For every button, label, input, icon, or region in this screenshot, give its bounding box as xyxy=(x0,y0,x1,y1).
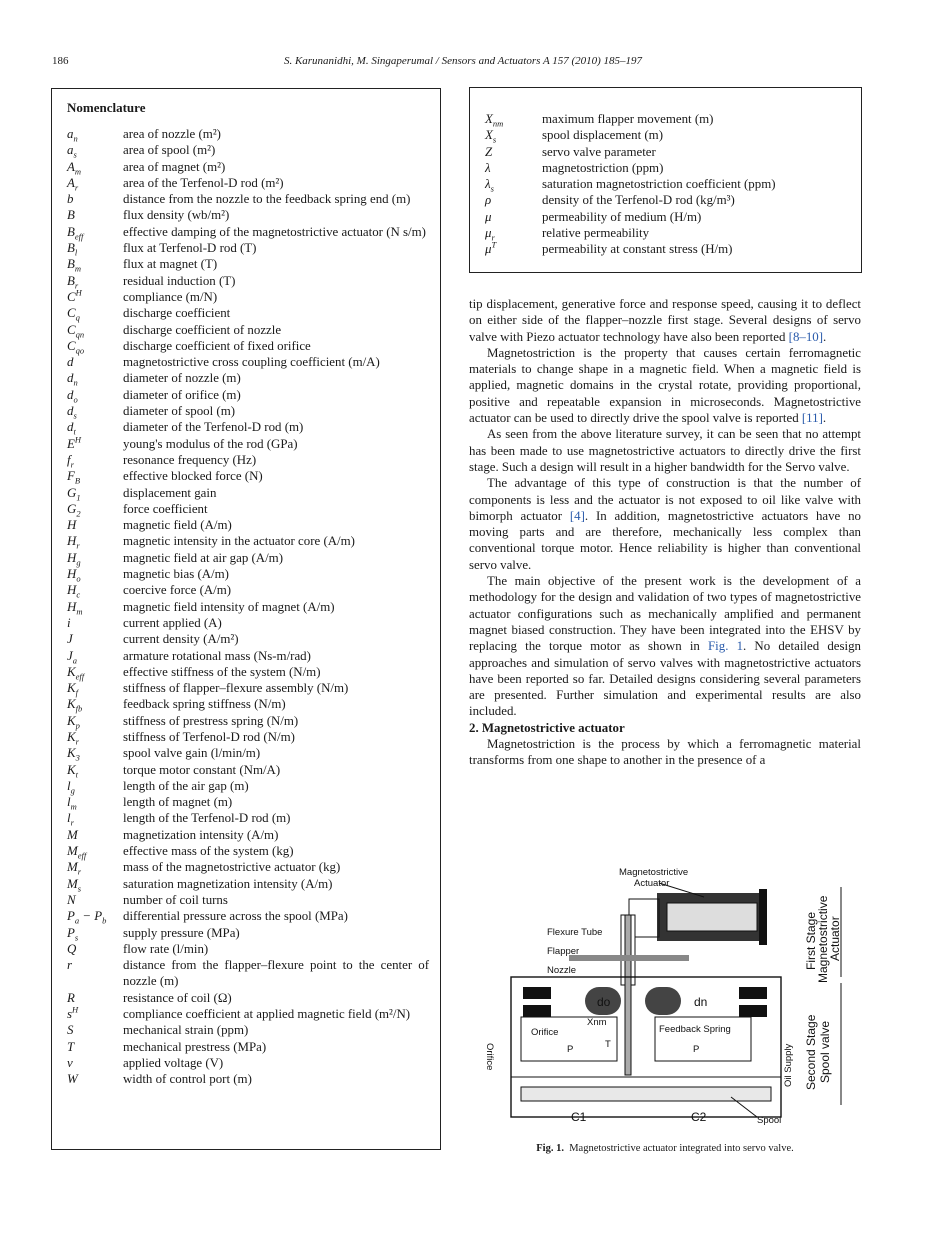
nomenclature-entry xyxy=(67,191,429,207)
nomenclature-symbol: λ xyxy=(485,160,491,175)
nomenclature-symbol: d xyxy=(67,355,74,370)
nomenclature-title: Nomenclature xyxy=(67,100,146,115)
nomenclature-definition: spool valve gain (l/min/m) xyxy=(123,746,261,761)
nomenclature-entry xyxy=(67,990,429,1006)
nomenclature-entry xyxy=(67,175,429,191)
nomenclature-symbol: $M_r$ xyxy=(67,860,82,877)
nomenclature-symbol: $d_t$ xyxy=(67,420,76,437)
label-t: T xyxy=(605,1039,611,1050)
nomenclature-symbol: S xyxy=(67,1023,74,1038)
nomenclature-symbol: $B_r$ xyxy=(67,273,79,291)
nomenclature-entry xyxy=(67,403,429,419)
label-first-stage-2: Magnetostrictive xyxy=(816,895,830,983)
nomenclature-symbol: $C_{qo}$ xyxy=(67,338,85,356)
nomenclature-symbol: $X_{nm}$ xyxy=(485,112,504,129)
nomenclature-list-right xyxy=(485,111,847,258)
nomenclature-definition: compliance coefficient at applied magnetic field (m²/N) xyxy=(123,1007,411,1022)
nomenclature-definition: armature rotational mass (Ns-m/rad) xyxy=(123,648,311,663)
label-flapper: Flapper xyxy=(547,946,580,957)
nomenclature-entry xyxy=(67,582,429,598)
nomenclature-entry xyxy=(67,778,429,794)
nomenclature-definition: stiffness of prestress spring (N/m) xyxy=(123,713,299,728)
nomenclature-entry xyxy=(67,810,429,829)
nomenclature-definition: force coefficient xyxy=(123,501,208,516)
nomenclature-entry xyxy=(67,485,429,501)
nomenclature-entry xyxy=(67,322,429,338)
nozzle-right xyxy=(645,987,681,1015)
nomenclature-symbol: $C^H$ xyxy=(67,287,82,304)
nomenclature-definition: diameter of the Terfenol-D rod (m) xyxy=(123,420,304,435)
paragraph: As seen from the above literature survey, it can be seen that no attempt has been made to use magnetostrictive actuators to directly drive the first stage. Such a design will result in a higher bandwidth for the Servo valve. xyxy=(469,427,861,474)
nomenclature-entry xyxy=(67,794,429,810)
nomenclature-symbol: $H_g$ xyxy=(67,550,81,568)
nomenclature-definition: distance from the nozzle to the feedback spring end (m) xyxy=(123,192,411,207)
nomenclature-definition: magnetic bias (A/m) xyxy=(123,567,229,582)
label-first-stage-3: Actuator xyxy=(828,916,842,961)
nomenclature-symbol: i xyxy=(67,615,71,630)
nomenclature-entry xyxy=(67,289,429,305)
nomenclature-entry xyxy=(67,599,429,615)
seal-block-right-2 xyxy=(739,1005,767,1017)
nomenclature-entry xyxy=(485,176,847,192)
nomenclature-entry xyxy=(67,207,429,223)
nomenclature-entry xyxy=(67,273,429,289)
nomenclature-definition: coercive force (A/m) xyxy=(123,583,232,598)
nomenclature-entry xyxy=(67,436,429,452)
nomenclature-entry xyxy=(67,517,429,533)
label-first-stage: First Stage xyxy=(804,911,818,970)
nomenclature-symbol: $l_r$ xyxy=(67,811,74,829)
nomenclature-definition: young's modulus of the rod (GPa) xyxy=(123,436,298,451)
nomenclature-symbol: $H_c$ xyxy=(67,583,81,600)
nomenclature-symbol: $d_o$ xyxy=(67,387,78,405)
nomenclature-entry xyxy=(67,925,429,941)
nomenclature-entry xyxy=(67,566,429,582)
label-feedback: Feedback Spring xyxy=(659,1024,731,1035)
nomenclature-definition: diameter of nozzle (m) xyxy=(123,371,241,386)
nomenclature-definition: spool displacement (m) xyxy=(542,128,664,143)
nomenclature-definition: effective stiffness of the system (N/m) xyxy=(123,664,321,679)
figure-caption: Fig. 1. Magnetostrictive actuator integrated into servo valve. xyxy=(536,1143,794,1154)
nomenclature-symbol: $F_B$ xyxy=(67,469,81,486)
nomenclature-symbol: N xyxy=(67,892,76,907)
nomenclature-entry xyxy=(67,1055,429,1071)
nomenclature-definition: diameter of orifice (m) xyxy=(123,387,241,402)
nomenclature-definition: flux density (wb/m²) xyxy=(123,208,230,223)
nomenclature-entry xyxy=(67,305,429,321)
nomenclature-symbol: $\mu_r$ xyxy=(485,226,495,243)
nomenclature-symbol: $s^H$ xyxy=(67,1004,79,1022)
nomenclature-symbol: $M_s$ xyxy=(67,876,82,894)
nomenclature-symbol: μ xyxy=(485,209,492,224)
citation-link[interactable]: [4] xyxy=(569,508,585,523)
paragraph: The advantage of this type of construction is that the number of components is less and the actuator is not exposed to oil like valve with bimorph actuator [4]. In addition, magnetostrictive actuators have no moving parts and are therefore, mechanically less complex than conventional torque motor. Hence reliability is higher than conventional servo valve. xyxy=(469,476,862,572)
nomenclature-definition: permeability of medium (H/m) xyxy=(542,209,702,224)
nomenclature-definition: saturation magnetization intensity (A/m) xyxy=(123,876,333,891)
nomenclature-entry xyxy=(67,142,429,158)
running-title: S. Karunanidhi, M. Singaperumal / Sensors and Actuators A 157 (2010) 185–197 xyxy=(283,55,643,67)
nomenclature-entry xyxy=(67,159,429,175)
seal-block-left-2 xyxy=(523,1005,551,1017)
nomenclature-definition: length of magnet (m) xyxy=(123,795,233,810)
nomenclature-definition: effective blocked force (N) xyxy=(123,469,263,484)
nomenclature-definition: number of coil turns xyxy=(123,892,228,907)
nomenclature-entry xyxy=(485,241,847,257)
nomenclature-definition: diameter of spool (m) xyxy=(123,404,236,419)
nomenclature-symbol: $G_2$ xyxy=(67,501,81,519)
label-flexure: Flexure Tube xyxy=(547,927,603,938)
paragraph: Magnetostriction is the process by which a ferromagnetic material transforms from one shape to another in the presence of a xyxy=(469,737,861,768)
nomenclature-entry xyxy=(67,908,429,924)
nomenclature-definition: relative permeability xyxy=(542,226,650,241)
nomenclature-symbol: $M_{eff}$ xyxy=(67,844,87,861)
label-do: do xyxy=(597,995,611,1009)
citation-link[interactable]: [8–10] xyxy=(788,329,824,344)
nomenclature-definition: resistance of coil (Ω) xyxy=(123,990,232,1005)
nomenclature-symbol: b xyxy=(67,192,74,207)
nomenclature-definition: flow rate (l/min) xyxy=(123,941,209,956)
nomenclature-entry xyxy=(67,892,429,908)
nomenclature-definition: magnetization intensity (A/m) xyxy=(123,827,279,842)
nomenclature-entry xyxy=(67,338,429,354)
nomenclature-definition: length of the air gap (m) xyxy=(123,778,249,793)
nomenclature-entry xyxy=(67,696,429,712)
flapper xyxy=(625,915,631,1075)
nomenclature-definition: supply pressure (MPa) xyxy=(123,925,240,940)
nomenclature-symbol: $A_r$ xyxy=(67,175,79,193)
nomenclature-symbol: $a_n$ xyxy=(67,127,78,144)
nomenclature-symbol: Z xyxy=(485,144,493,159)
nomenclature-definition: permeability at constant stress (H/m) xyxy=(542,242,733,257)
nomenclature-symbol: $H_r$ xyxy=(67,534,80,551)
seal-block-left xyxy=(523,987,551,999)
nomenclature-entry xyxy=(67,1006,429,1022)
nomenclature-entry xyxy=(67,827,429,843)
nomenclature-symbol: $G_1$ xyxy=(67,485,81,503)
nomenclature-definition: effective damping of the magnetostrictive actuator (N s/m) xyxy=(123,224,426,239)
nomenclature-definition: density of the Terfenol-D rod (kg/m³) xyxy=(542,193,735,208)
label-second-stage-2: Spool valve xyxy=(818,1020,832,1083)
nomenclature-symbol: $\mu^T$ xyxy=(485,240,497,257)
nomenclature-entry xyxy=(67,533,429,549)
nomenclature-definition: discharge coefficient xyxy=(123,306,231,321)
nomenclature-symbol: Q xyxy=(67,941,77,956)
nomenclature-symbol: $K_f$ xyxy=(67,681,78,698)
nomenclature-symbol: $K_r$ xyxy=(67,729,79,747)
nomenclature-entry xyxy=(67,859,429,875)
label-p-right: P xyxy=(693,1044,700,1055)
nomenclature-symbol: $K_{fb}$ xyxy=(67,697,83,714)
nomenclature-entry xyxy=(67,762,429,778)
nomenclature-definition: feedback spring stiffness (N/m) xyxy=(123,697,286,712)
label-c2: C2 xyxy=(691,1110,707,1124)
nomenclature-symbol: $C_q$ xyxy=(67,306,80,323)
nomenclature-entry xyxy=(485,225,847,241)
nomenclature-entry xyxy=(67,876,429,892)
nomenclature-symbol: $d_s$ xyxy=(67,404,77,421)
nomenclature-symbol: $K_3$ xyxy=(67,746,80,763)
nomenclature-symbol: J xyxy=(67,632,73,647)
nomenclature-entry xyxy=(67,957,429,990)
nomenclature-entry xyxy=(67,452,429,468)
nomenclature-symbol: T xyxy=(67,1039,75,1054)
nomenclature-definition: magnetic field intensity of magnet (A/m) xyxy=(123,599,335,614)
nomenclature-entry xyxy=(67,501,429,517)
nomenclature-symbol: $K_t$ xyxy=(67,762,78,780)
nomenclature-definition: compliance (m/N) xyxy=(123,289,218,304)
label-spool: Spool xyxy=(757,1115,782,1126)
nomenclature-definition: magnetostriction (ppm) xyxy=(542,160,664,175)
nomenclature-definition: displacement gain xyxy=(123,485,217,500)
nomenclature-symbol: M xyxy=(67,827,78,842)
paragraph: tip displacement, generative force and response speed, causing it to deflect on either side of the flapper–nozzle first stage. Several designs of servo valve with Piezo actuator technology have also been reported [8–10]. xyxy=(469,297,861,344)
nomenclature-symbol: H xyxy=(67,518,77,533)
nomenclature-list-left xyxy=(67,126,429,1088)
nomenclature-entry xyxy=(67,745,429,761)
body-text xyxy=(469,296,861,769)
paragraph: Magnetostriction is the property that causes certain ferromagnetic materials to change shape in a magnetic field. When a magnetic field is applied, magnetic domains in the crystal rotate, providing proportional, positive and repeatable expansion in microseconds. Magnetostrictive actuator can be used to directly drive the spool valve is reported [11]. xyxy=(469,345,861,426)
nomenclature-symbol: v xyxy=(67,1055,73,1070)
nomenclature-definition: torque motor constant (Nm/A) xyxy=(123,762,281,777)
nomenclature-entry xyxy=(67,256,429,272)
nomenclature-definition: discharge coefficient of nozzle xyxy=(123,322,282,337)
label-actuator-2: Actuator xyxy=(634,878,670,889)
section-heading: 2. Magnetostrictive actuator xyxy=(469,720,625,735)
label-c1: C1 xyxy=(571,1110,587,1124)
nomenclature-definition: stiffness of Terfenol-D rod (N/m) xyxy=(123,729,295,744)
nomenclature-entry xyxy=(67,468,429,484)
nomenclature-symbol: $P_a - P_b$ xyxy=(67,909,107,926)
nomenclature-entry xyxy=(67,387,429,403)
nomenclature-symbol: $X_s$ xyxy=(485,128,497,145)
nomenclature-definition: saturation magnetostriction coefficient (ppm) xyxy=(542,177,776,192)
nomenclature-definition: applied voltage (V) xyxy=(123,1055,224,1070)
nomenclature-entry xyxy=(485,111,847,127)
nomenclature-definition: area of nozzle (m²) xyxy=(123,127,221,141)
base-plate xyxy=(569,955,689,961)
nomenclature-entry xyxy=(67,729,429,745)
nomenclature-definition: maximum flapper movement (m) xyxy=(542,112,714,126)
nomenclature-symbol: $E^H$ xyxy=(67,434,82,451)
nomenclature-symbol: $d_n$ xyxy=(67,371,78,389)
nomenclature-entry xyxy=(67,126,429,142)
nomenclature-definition: distance from the flapper–flexure point to the center of nozzle (m) xyxy=(123,958,429,989)
nomenclature-symbol: $H_m$ xyxy=(67,599,83,617)
label-orifice-side: Orifice xyxy=(484,1043,495,1071)
nomenclature-symbol: $K_{eff}$ xyxy=(67,664,85,682)
nomenclature-definition: length of the Terfenol-D rod (m) xyxy=(123,811,291,826)
nomenclature-entry xyxy=(67,1039,429,1055)
figure-link[interactable]: Fig. 1 xyxy=(708,639,744,654)
nomenclature-symbol: $B_l$ xyxy=(67,241,78,258)
nomenclature-entry xyxy=(67,240,429,256)
nomenclature-entry xyxy=(67,1022,429,1038)
nomenclature-entry xyxy=(485,209,847,225)
label-oil-supply: Oil Supply xyxy=(783,1043,794,1087)
nomenclature-definition: area of magnet (m²) xyxy=(123,159,226,174)
nomenclature-entry xyxy=(67,224,429,240)
nomenclature-definition: resonance frequency (Hz) xyxy=(123,452,257,467)
nomenclature-symbol: ρ xyxy=(485,193,492,208)
nomenclature-definition: magnetic field (A/m) xyxy=(123,518,232,533)
nomenclature-entry xyxy=(67,664,429,680)
nomenclature-definition: magnetic field at air gap (A/m) xyxy=(123,550,283,565)
nomenclature-symbol: $f_r$ xyxy=(67,452,74,470)
nomenclature-symbol: $\lambda_s$ xyxy=(485,177,494,194)
label-p-left: P xyxy=(567,1044,574,1055)
nomenclature-symbol: $a_s$ xyxy=(67,143,77,160)
nomenclature-definition: magnetostrictive cross coupling coefficient (m/A) xyxy=(123,355,380,370)
label-second-stage: Second Stage xyxy=(804,1014,818,1090)
nomenclature-symbol: B xyxy=(67,208,75,223)
label-actuator: Magnetostrictive xyxy=(619,867,689,878)
nomenclature-definition: flux at magnet (T) xyxy=(123,257,218,272)
nomenclature-entry xyxy=(67,680,429,696)
nomenclature-entry xyxy=(67,843,429,859)
nomenclature-definition: differential pressure across the spool (MPa) xyxy=(123,909,348,924)
nomenclature-symbol: $P_s$ xyxy=(67,925,79,943)
nomenclature-entry xyxy=(67,941,429,957)
nomenclature-definition: area of the Terfenol-D rod (m²) xyxy=(123,175,284,190)
nomenclature-symbol: $H_o$ xyxy=(67,567,81,584)
paragraph: The main objective of the present work is the development of a methodology for the design and validation of two types of magnetostrictive actuator configurations such as mechanically amplified and permanent magnet biased construction. They have been integrated into the EHSV by replacing the torque motor as shown in Fig. 1. No detailed design approaches and simulation of servo valves with magnetostrictive actuators have been reported so far. Detailed designs considering several parameters are presented. Further simulation and experimental results are also included. xyxy=(469,574,861,719)
label-xnm: Xnm xyxy=(587,1017,607,1028)
actuator-end-cap xyxy=(759,889,767,945)
nomenclature-definition: discharge coefficient of fixed orifice xyxy=(123,338,311,353)
nomenclature-definition: residual induction (T) xyxy=(123,273,236,288)
nomenclature-definition: servo valve parameter xyxy=(542,144,656,159)
nomenclature-definition: flux at Terfenol-D rod (T) xyxy=(123,241,257,256)
nomenclature-entry xyxy=(67,713,429,729)
nomenclature-entry xyxy=(485,127,847,143)
nomenclature-symbol: r xyxy=(67,958,73,973)
nomenclature-entry xyxy=(67,550,429,566)
label-orifice: Orifice xyxy=(531,1027,559,1038)
nomenclature-box xyxy=(51,88,441,1150)
nomenclature-symbol: $l_g$ xyxy=(67,778,75,796)
label-dn: dn xyxy=(694,995,708,1009)
nomenclature-symbol: R xyxy=(67,990,75,1005)
nomenclature-definition: effective mass of the system (kg) xyxy=(123,844,294,859)
nomenclature-definition: width of control port (m) xyxy=(123,1072,252,1087)
nomenclature-definition: area of spool (m²) xyxy=(123,143,216,158)
nomenclature-entry xyxy=(67,631,429,647)
nomenclature-entry xyxy=(67,354,429,370)
nomenclature-definition: current applied (A) xyxy=(123,615,222,630)
nomenclature-entry xyxy=(67,615,429,631)
nomenclature-symbol: $J_a$ xyxy=(67,648,77,666)
nomenclature-symbol: $A_m$ xyxy=(67,159,82,177)
nomenclature-symbol: $B_{eff}$ xyxy=(67,224,84,242)
nomenclature-box-continued xyxy=(469,87,862,273)
nomenclature-definition: current density (A/m²) xyxy=(123,632,239,647)
nomenclature-symbol: $C_{qn}$ xyxy=(67,322,85,340)
nomenclature-entry xyxy=(67,370,429,389)
nomenclature-symbol: $B_m$ xyxy=(67,257,82,274)
nomenclature-definition: mechanical prestress (MPa) xyxy=(123,1039,267,1054)
nomenclature-entry xyxy=(67,648,429,664)
nomenclature-symbol: $l_m$ xyxy=(67,795,77,812)
citation-link[interactable]: [11] xyxy=(801,411,823,426)
page-number: 186 xyxy=(52,55,69,67)
nomenclature-entry xyxy=(485,160,847,176)
nomenclature-symbol: W xyxy=(67,1072,78,1087)
nomenclature-entry xyxy=(485,192,847,208)
nomenclature-definition: mass of the magnetostrictive actuator (kg) xyxy=(123,860,341,875)
nomenclature-definition: magnetic intensity in the actuator core (A/m) xyxy=(123,534,355,549)
servo-valve-figure xyxy=(469,865,861,1135)
nomenclature-entry xyxy=(67,1071,429,1087)
nomenclature-entry xyxy=(485,144,847,160)
actuator-core xyxy=(667,903,757,931)
nomenclature-definition: stiffness of flapper–flexure assembly (N/m) xyxy=(123,681,349,696)
nomenclature-entry xyxy=(67,419,429,435)
nomenclature-symbol: $K_p$ xyxy=(67,713,80,731)
label-nozzle: Nozzle xyxy=(547,965,577,976)
seal-block-right xyxy=(739,987,767,999)
nomenclature-definition: mechanical strain (ppm) xyxy=(123,1023,249,1038)
